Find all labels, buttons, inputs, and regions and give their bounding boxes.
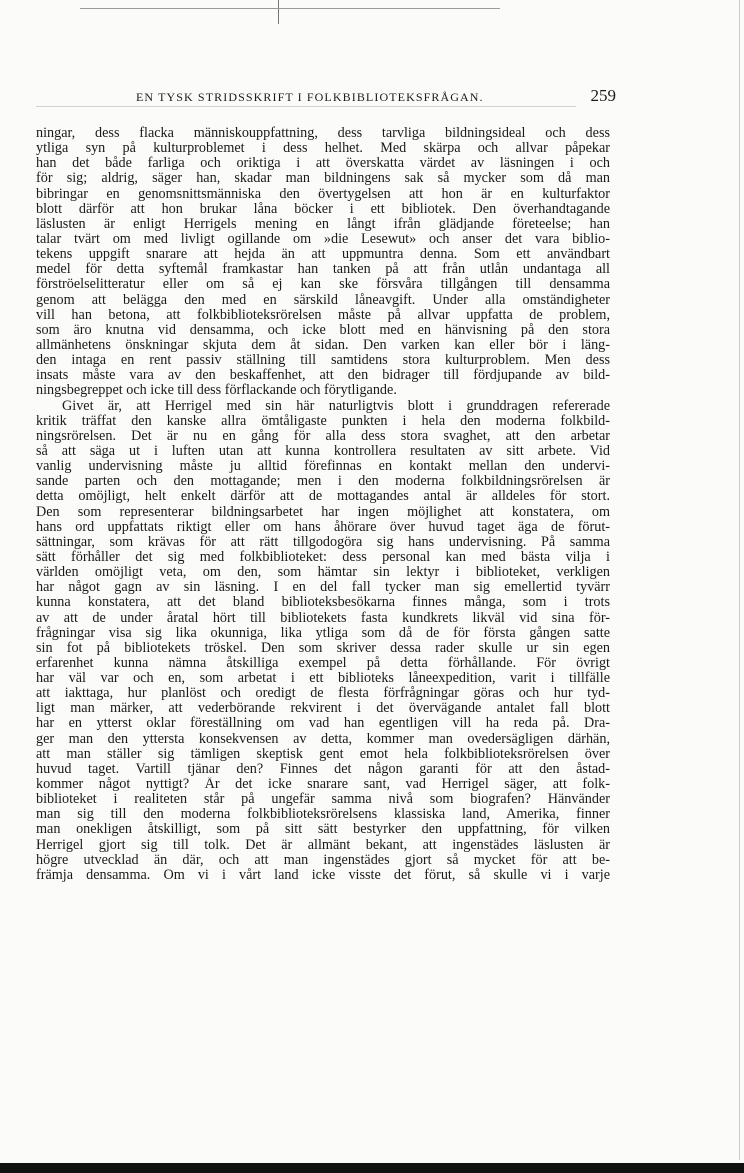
text-line: ningar, dess flacka människouppfattning, dess tarvliga bildningsideal och dess <box>36 126 610 141</box>
text-line: vill han betona, att folkbiblioteksrörelsen måste på allvar uppfatta de problem, <box>36 307 610 323</box>
text-line: världen omöjligt veta, om den, som hämtar sin lektyr i biblioteket, verkligen <box>36 565 610 581</box>
text-line: kritik träffat den kanske allra ömtåligaste punkten i hela den moderna folkbild- <box>36 413 610 429</box>
text-line: att iakttaga, hur planlöst och oredigt de flesta förfrågningar göras och hur tyd- <box>36 686 610 702</box>
text-line: ningsrörelsen. Det är nu en gång för alla dess stora svaghet, att den arbetar <box>36 428 610 444</box>
text-line: allmänhetens önskningar skjuta dem åt sidan. Den varken kan eller bör i läng- <box>36 337 610 353</box>
text-line: insats måste vara av den beskaffenhet, att den bidrager till fördjupande av bild- <box>36 368 610 384</box>
text-line: som äro knutna vid densamma, och icke blott med en hänvisning på den stora <box>36 322 610 338</box>
text-line: av att de under åratal hört till bibliotekets fasta kundkrets likväl vid sina för- <box>36 610 610 626</box>
text-line: sin fot på bibliotekets tröskel. Den som skriver dessa rader skulle ur sin egen <box>36 640 610 656</box>
text-line: medel för detta syftemål framkastar han tanken på att från utlån undantaga all <box>36 262 610 278</box>
text-line: ytliga syn på kulturproblemet i dess helhet. Med skärpa och allvar påpekar <box>36 141 610 157</box>
text-line: genom att belägga den med en särskild låneavgift. Under alla omständigheter <box>36 292 610 308</box>
text-line: så att säga ut i luften utan att kunna kontrollera resultaten av sitt arbete. Vid <box>36 443 610 459</box>
text-line: detta omöjligt, helt enkelt därför att de mottagandes antal är alldeles för stort. <box>36 489 610 505</box>
page-edge <box>739 0 740 1160</box>
text-line: man sig till den moderna folkbiblioteksrörelsens klassiska land, Amerika, finner <box>36 807 610 823</box>
text-line: huvud taget. Vartill tjänar den? Finnes det någon garanti för att den åstad- <box>36 761 610 777</box>
text-line: ger man den yttersta konsekvensen av detta, kommer man ovedersägligen därhän, <box>36 731 610 747</box>
text-line: har en ytterst oklar föreställning om vad han egentligen vill ha reda på. Dra- <box>36 716 610 732</box>
text-line: han det både farliga och oriktiga i att överskatta värdet av läsningen i och <box>36 156 610 172</box>
text-line: högre utvecklad än där, och att man ingenstädes gjort så mycket för att be- <box>36 852 610 868</box>
text-line: kommer något nyttigt? Är det icke snarare sant, vad Herrigel säger, att folk- <box>36 777 610 793</box>
text-line: tekens uppgift snarare att hejda än att uppmuntra denna. Som ett användbart <box>36 247 610 263</box>
text-line: att man ställer sig tämligen skeptisk gent emot hela folkbiblioteksrörelsen över <box>36 746 610 762</box>
running-head: EN TYSK STRIDSSKRIFT I FOLKBIBLIOTEKSFRÅGAN. <box>136 90 484 104</box>
text-line: man onekligen åtskilligt, som på sitt sätt bestyrker den uppfattning, för vilken <box>36 822 610 838</box>
text-line: ningsbegreppet och icke till dess förflackande och förytligande. <box>36 383 397 399</box>
text-line: bibringar en genomsnittsmänniska den övertygelsen att hon är en kulturfaktor <box>36 186 610 202</box>
text-line: blott därför att hon brukar låna böcker i ett bibliotek. Den överhandtagande <box>36 201 610 217</box>
text-line: sättningar, som krävas för att rätt tillgodogöra sig hans undervisning. På samma <box>36 534 610 550</box>
text-line: biblioteket i realiteten står på ungefär samma nivå som biografen? Hänvänder <box>36 792 610 808</box>
text-line: Herrigel gjort sig till tolk. Det är allmänt bekant, att ingenstädes läslusten är <box>36 837 610 853</box>
text-line: sande parten och den mottagande; men i den moderna folkbildningsrörelsen är <box>36 474 610 490</box>
page-number: 259 <box>590 86 616 105</box>
text-line: främja densamma. Om vi i vårt land icke visste det förut, så skulle vi i varje <box>36 867 610 883</box>
text-line: har något gagn av sin läsning. I en del fall tycker man sig emellertid tyvärr <box>36 580 610 596</box>
text-line: Givet är, att Herrigel med sin här naturligtvis blott i grunddragen refererade <box>62 398 610 414</box>
scan-rule <box>80 8 500 9</box>
text-line: sätt förhåller det sig med folkbiblioteket: dess personal kan med bästa vilja i <box>36 549 610 565</box>
text-line: Den som representerar bildningsarbetet har ingen möjlighet att konstatera, om <box>36 504 610 520</box>
text-line: hans ord uppfattats riktigt eller om hans åhörare över huvud taget äga de förut- <box>36 519 610 535</box>
text-line: vanlig undervisning måste ju alltid förefinnas en kontakt mellan den undervi- <box>36 459 610 475</box>
text-line: för sig; aldrig, säger han, skadar man bildningens sak så mycker som då man <box>36 171 610 187</box>
text-line: ligt man märker, att vederbörande rekvirent i det övervägande antalet fall blott <box>36 701 610 717</box>
text-line: läslusten är enligt Herrigels mening en långt ifrån glädjande företeelse; han <box>36 216 610 232</box>
text-line: förströelselitteratur eller om så ej kan ske försvåra tillgången till densamma <box>36 277 610 293</box>
text-line: erfarenhet kunna nämna åtskilliga exempel på detta förhållande. För övrigt <box>36 655 610 671</box>
scan-mark <box>278 0 279 24</box>
text-line: talar tvärt om med livligt ogillande om »die Lesewut» och anser det vara biblio- <box>36 231 610 247</box>
text-line: kunna konstatera, att det bland biblioteksbesökarna finnes många, som i trots <box>36 595 610 611</box>
text-line: har väl var och en, som arbetat i ett biblioteks låneexpedition, varit i tillfälle <box>36 671 610 687</box>
text-line: frågningar visa sig lika okunniga, lika ytliga som då de för första gången satte <box>36 625 610 641</box>
text-line: den intaga en rent passiv ställning till samtidens stora kulturproblem. Men dess <box>36 353 610 369</box>
body-text <box>36 126 610 883</box>
header-rule <box>36 106 576 107</box>
scan-bottom-border <box>0 1163 744 1173</box>
